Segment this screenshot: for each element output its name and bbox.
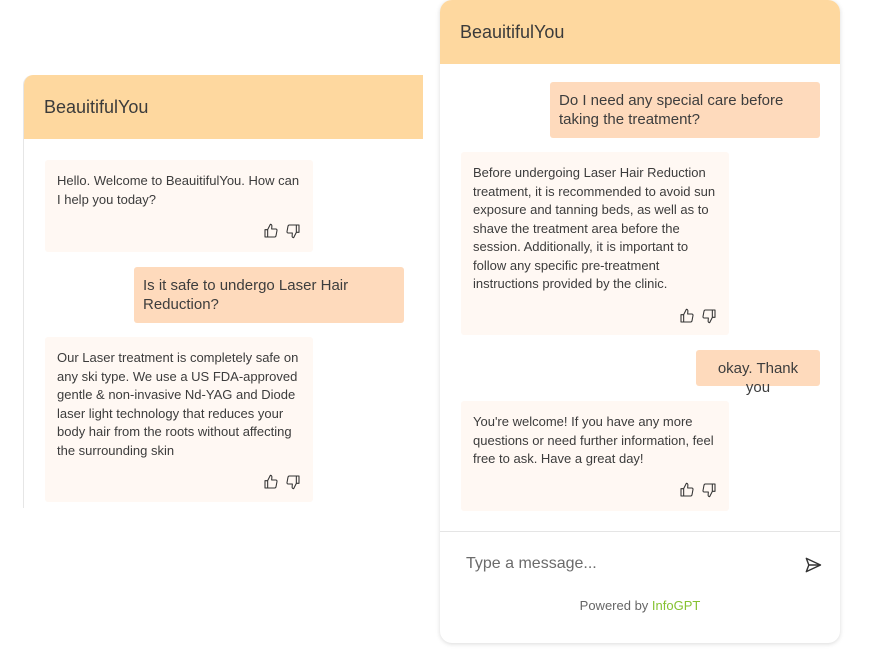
bot-message-text: Hello. Welcome to BeauitifulYou. How can I help you today?	[57, 173, 300, 207]
chat-header-title: BeauitifulYou	[440, 0, 840, 64]
bot-message-text: You're welcome! If you have any more questions or need further information, feel free to ask. Have a great day!	[473, 414, 714, 466]
thumbs-up-icon[interactable]	[263, 474, 279, 490]
powered-by-footer	[440, 598, 840, 613]
thumbs-down-icon[interactable]	[285, 223, 301, 239]
bot-message-text: Before undergoing Laser Hair Reduction treatment, it is recommended to avoid sun exposure and tanning beds, as well as to shave the treatment area before the session. Additionally, it is important to follow any specific pre-treatment instructions provided by the clinic.	[473, 165, 716, 291]
feedback-buttons	[263, 474, 301, 490]
thumbs-up-icon[interactable]	[679, 308, 695, 324]
send-icon[interactable]	[803, 555, 823, 575]
user-message	[550, 82, 820, 138]
composer-divider	[440, 531, 840, 532]
user-message	[134, 267, 404, 323]
feedback-buttons	[263, 223, 301, 239]
chat-panel-right	[440, 0, 840, 643]
message-input[interactable]	[464, 550, 788, 578]
bot-message-text: Our Laser treatment is completely safe on any ski type. We use a US FDA-approved gentle & non-invasive Nd-YAG and Diode laser light technology that reduces your body hair from the roots without affecting the surrounding skin	[57, 350, 299, 458]
chat-header-title: BeauitifulYou	[24, 75, 423, 139]
user-message-text: Do I need any special care before taking the treatment?	[559, 92, 784, 128]
thumbs-up-icon[interactable]	[263, 223, 279, 239]
feedback-buttons	[679, 308, 717, 324]
brand-link[interactable]: InfoGPT	[651, 598, 701, 613]
user-message-text: okay. Thank you	[717, 360, 799, 396]
thumbs-down-icon[interactable]	[285, 474, 301, 490]
thumbs-up-icon[interactable]	[679, 482, 695, 498]
thumbs-down-icon[interactable]	[701, 308, 717, 324]
thumbs-down-icon[interactable]	[701, 482, 717, 498]
user-message	[696, 350, 820, 396]
feedback-buttons	[679, 482, 717, 498]
user-message-text: Is it safe to undergo Laser Hair Reduction?	[143, 277, 349, 313]
chat-panel-left	[23, 75, 423, 508]
powered-by-label: Powered by	[579, 598, 652, 613]
